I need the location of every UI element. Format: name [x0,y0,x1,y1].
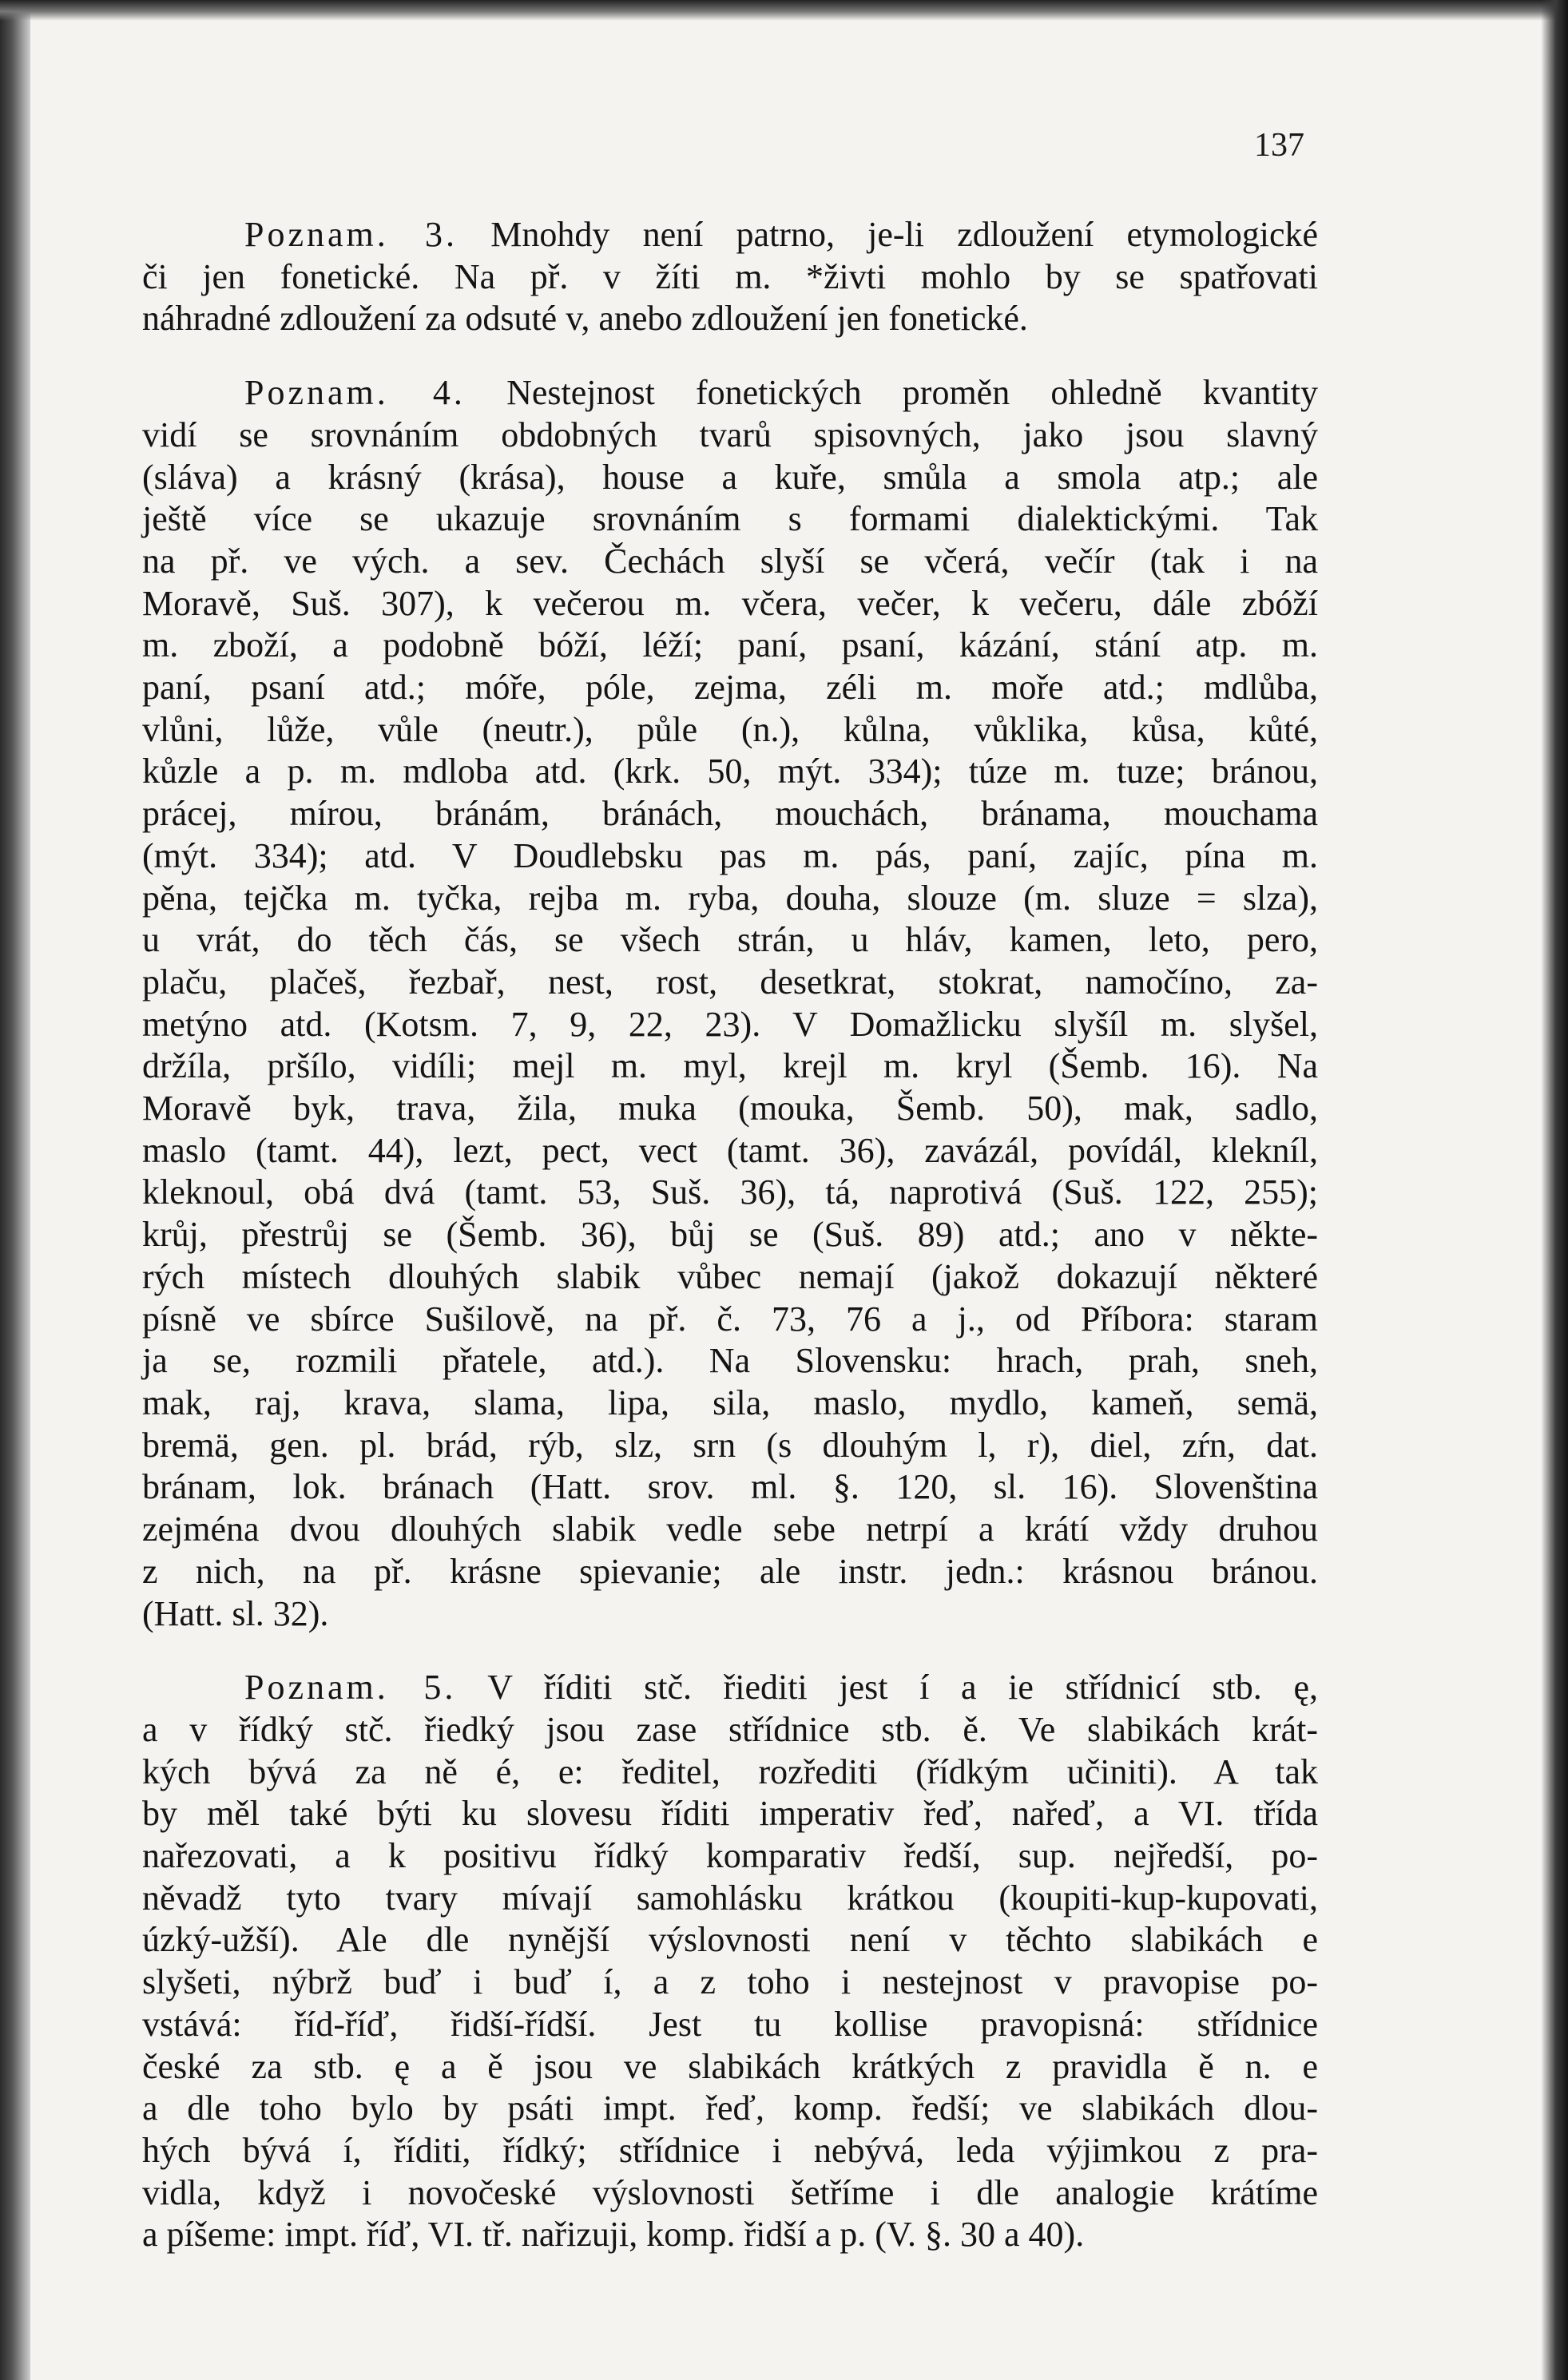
text-line: a píšeme: impt. říď, VI. tř. nařizuji, komp. řidší a p. (V. §. 30 a 40). [142,2215,1085,2255]
text-line: něvadž tyto tvary mívají samohlásku krátkou (koupiti-kup-kupovati, [142,1878,1318,1918]
body-text [142,214,1318,2256]
text-line: na př. ve vých. a sev. Čechách slyší se včerá, večír (tak i na [142,541,1318,581]
paragraph-note-3 [142,214,1318,340]
text-line: Poznam. 5. V říditi stč. řiediti jest í a ie střídnicí stb. ę, [244,1668,1318,1708]
text-line: české za stb. ę a ě jsou ve slabikách krátkých z pravidla ě n. e [142,2046,1318,2086]
text-line: Moravě, Suš. 307), k večerou m. včera, večer, k večeru, dále zbóží [142,583,1318,623]
text-line: prácej, mírou, bránám, bránách, mouchách, bránama, mouchama [142,794,1318,834]
note-label: Poznam. 3. [244,215,458,254]
text-line: rých místech dlouhých slabik vůbec nemají (jakož dokazují některé [142,1256,1318,1296]
text-line: ještě více se ukazuje srovnáním s formami dialektickými. Tak [142,499,1318,539]
text-line: Moravě byk, trava, žila, muka (mouka, Šemb. 50), mak, sadlo, [142,1089,1318,1129]
text-line: náhradné zdloužení za odsuté v, anebo zdloužení jen fonetické. [142,299,1028,339]
text-line: vidla, když i novočeské výslovnosti šetříme i dle analogie krátíme [142,2172,1318,2212]
text-line: Poznam. 4. Nestejnost fonetických proměn ohledně kvantity [244,373,1318,413]
paragraph-note-5 [142,1667,1318,2256]
text-line: či jen fonetické. Na př. v žíti m. *živti mohlo by se spatřovati [142,256,1318,296]
text-line: kleknoul, obá dvá (tamt. 53, Suš. 36), tá, naprotivá (Suš. 122, 255); [142,1172,1318,1212]
page-number: 137 [1254,127,1304,164]
text-line: krůj, přestrůj se (Šemb. 36), bůj se (Suš. 89) atd.; ano v někte- [142,1215,1318,1255]
note-label: Poznam. 5. [244,1668,457,1708]
text-line: bremä, gen. pl. brád, rýb, slz, srn (s dlouhým l, r), diel, zŕn, dat. [142,1425,1318,1465]
text-line: písně ve sbírce Sušilově, na př. č. 73, 76 a j., od Příbora: staram [142,1299,1318,1339]
text-line: pěna, tejčka m. tyčka, rejba m. ryba, douha, slouze (m. sluze = slza), [142,878,1318,918]
text-line: u vrát, do těch čás, se všech strán, u hláv, kamen, leto, pero, [142,920,1318,960]
text-line: úzký-užší). Ale dle nynější výslovnosti není v těchto slabikách e [142,1920,1318,1960]
text-line: vlůni, lůže, vůle (neutr.), půle (n.), kůlna, vůklika, kůsa, kůté, [142,709,1318,749]
text-line: maslo (tamt. 44), lezt, pect, vect (tamt. 36), zavázál, povídál, klekníl, [142,1130,1318,1170]
text-line: Poznam. 3. Mnohdy není patrno, je-li zdloužení etymologické [244,215,1318,254]
text-line: vidí se srovnáním obdobných tvarů spisovných, jako jsou slavný [142,415,1318,454]
text-line: a v řídký stč. řiedký jsou zase střídnice stb. ě. Ve slabikách krát- [142,1709,1318,1749]
text-line: kých bývá za ně é, e: ředitel, rozřediti (řídkým učiniti). A tak [142,1751,1318,1791]
text-line: (mýt. 334); atd. V Doudlebsku pas m. pás, paní, zajíc, pína m. [142,835,1318,875]
scan-right-edge-shadow [1541,0,1568,2380]
text-line: bránam, lok. bránach (Hatt. srov. ml. §. 120, sl. 16). Slovenština [142,1467,1318,1507]
text-line: slyšeti, nýbrž buď i buď í, a z toho i nestejnost v pravopise po- [142,1962,1318,2002]
text-line: metýno atd. (Kotsm. 7, 9, 22, 23). V Domažlicku slyšíl m. slyšel, [142,1004,1318,1044]
text-line: držíla, pršílo, vidíli; mejl m. myl, krejl m. kryl (Šemb. 16). Na [142,1046,1318,1086]
text-line: (sláva) a krásný (krása), house a kuře, smůla a smola atp.; ale [142,457,1318,497]
scan-top-edge-shadow [0,0,1568,21]
text-line: m. zboží, a podobně bóží, léží; paní, psaní, kázání, stání atp. m. [142,625,1318,665]
text-line: (Hatt. sl. 32). [142,1593,329,1633]
text-line: a dle toho bylo by psáti impt. řeď, komp. ředší; ve slabikách dlou- [142,2088,1318,2128]
text-line: paní, psaní atd.; móře, póle, zejma, zéli m. moře atd.; mdlůba, [142,668,1318,708]
text-line: kůzle a p. m. mdloba atd. (krk. 50, mýt. 334); túze m. tuze; bránou, [142,752,1318,791]
paragraph-note-4 [142,372,1318,1635]
text-line: vstává: říd-říď, řidší-řídší. Jest tu kollise pravopisná: střídnice [142,2004,1318,2044]
text-line: z nich, na př. krásne spievanie; ale instr. jedn.: krásnou bránou. [142,1551,1318,1591]
text-line: mak, raj, krava, slama, lipa, sila, maslo, mydlo, kameň, semä, [142,1382,1318,1422]
scan-left-edge-shadow [0,0,30,2380]
text-line: zejména dvou dlouhých slabik vedle sebe netrpí a krátí vždy druhou [142,1509,1318,1549]
text-line: plaču, plačeš, řezbař, nest, rost, desetkrat, stokrat, namočíno, za- [142,962,1318,1002]
text-line: nařezovati, a k positivu řídký komparativ ředší, sup. nejředší, po- [142,1836,1318,1876]
note-label: Poznam. 4. [244,373,466,413]
text-line: ja se, rozmili přatele, atd.). Na Slovensku: hrach, prah, sneh, [142,1341,1318,1381]
text-line: hých bývá í, říditi, řídký; střídnice i nebývá, leda výjimkou z pra- [142,2130,1318,2170]
text-line: by měl také býti ku slovesu říditi imperativ řeď, nařeď, a VI. třída [142,1794,1318,1834]
